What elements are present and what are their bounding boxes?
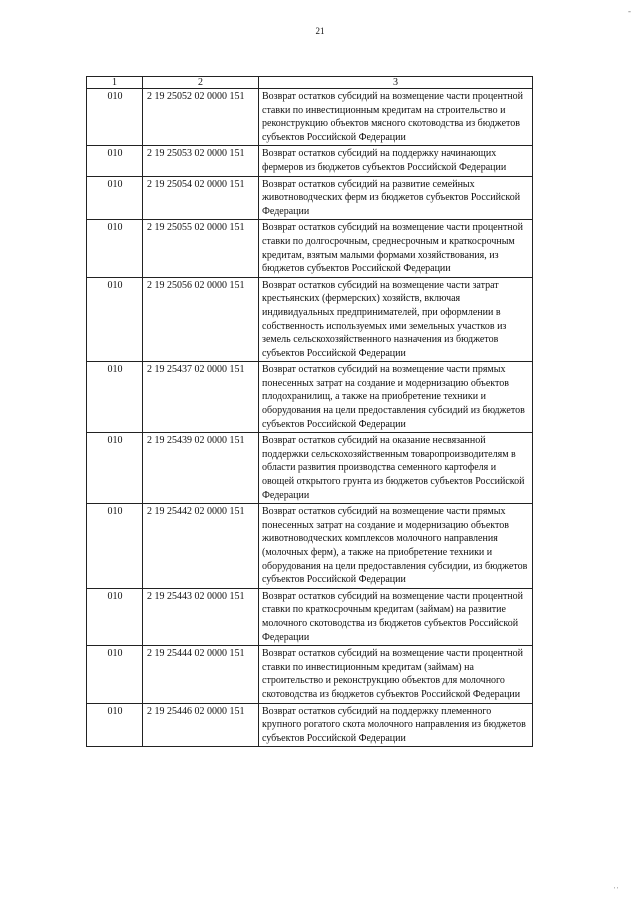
description-cell: Возврат остатков субсидий на возмещение части прямых понесенных затрат на создание и модернизацию объектов животноводческих комплексов молочного направления (молочных ферм), а также на приобретение техники и оборудования на цели предоставления субсидии, из бюджетов субъектов Российской Федерации (259, 504, 533, 589)
table-body (87, 89, 533, 747)
budget-code-cell: 2 19 25446 02 0000 151 (143, 703, 259, 747)
page-number: 21 (315, 26, 325, 36)
admin-code-cell: 010 (87, 362, 143, 433)
budget-code-cell: 2 19 25442 02 0000 151 (143, 504, 259, 589)
budget-code-cell: 2 19 25444 02 0000 151 (143, 646, 259, 703)
column-header-3: 3 (259, 77, 533, 89)
budget-code-cell: 2 19 25052 02 0000 151 (143, 89, 259, 146)
description-cell: Возврат остатков субсидий на развитие семейных животноводческих ферм из бюджетов субъектов Российской Федерации (259, 176, 533, 220)
table-row (87, 277, 533, 362)
description-cell: Возврат остатков субсидий на поддержку племенного крупного рогатого скота молочного направления из бюджетов субъектов Российской Федерации (259, 703, 533, 747)
admin-code-cell: 010 (87, 588, 143, 645)
description-cell: Возврат остатков субсидий на возмещение части процентной ставки по инвестиционным кредитам (займам) на строительство и реконструкцию объектов для молочного скотоводства из бюджетов субъектов Российской Федерации (259, 646, 533, 703)
table-header-row (87, 77, 533, 89)
admin-code-cell: 010 (87, 277, 143, 362)
description-cell: Возврат остатков субсидий на оказание несвязанной поддержки сельскохозяйственным товаропроизводителям в области развития производства семенного картофеля и овощей открытого грунта из бюджетов субъектов Российской Федерации (259, 433, 533, 504)
admin-code-cell: 010 (87, 146, 143, 176)
table-row (87, 504, 533, 589)
description-cell: Возврат остатков субсидий на возмещение части процентной ставки по инвестиционным кредитам на строительство и реконструкцию объектов мясного скотоводства из бюджетов субъектов Российской Федерации (259, 89, 533, 146)
footer-mark: ' ' (614, 886, 619, 894)
table-row (87, 646, 533, 703)
description-cell: Возврат остатков субсидий на возмещение части прямых понесенных затрат на создание и модернизацию объектов плодохранилищ, а также на приобретение техники и оборудования на цели предоставления субсидий из бюджетов субъектов Российской Федерации (259, 362, 533, 433)
table-row (87, 588, 533, 645)
admin-code-cell: 010 (87, 504, 143, 589)
budget-code-cell: 2 19 25054 02 0000 151 (143, 176, 259, 220)
table-row (87, 220, 533, 277)
admin-code-cell: 010 (87, 433, 143, 504)
admin-code-cell: 010 (87, 176, 143, 220)
column-header-2: 2 (143, 77, 259, 89)
budget-code-cell: 2 19 25443 02 0000 151 (143, 588, 259, 645)
table-row (87, 362, 533, 433)
description-cell: Возврат остатков субсидий на возмещение части процентной ставки по долгосрочным, среднесрочным и краткосрочным кредитам, взятым малыми формами хозяйствования, из бюджетов субъектов Российской Федерации (259, 220, 533, 277)
budget-code-cell: 2 19 25437 02 0000 151 (143, 362, 259, 433)
description-cell: Возврат остатков субсидий на возмещение части процентной ставки по краткосрочным кредитам (займам) на развитие молочного скотоводства из бюджетов субъектов Российской Федерации (259, 588, 533, 645)
admin-code-cell: 010 (87, 220, 143, 277)
table-row (87, 146, 533, 176)
admin-code-cell: 010 (87, 703, 143, 747)
description-cell: Возврат остатков субсидий на поддержку начинающих фермеров из бюджетов субъектов Российской Федерации (259, 146, 533, 176)
description-cell: Возврат остатков субсидий на возмещение части затрат крестьянских (фермерских) хозяйств, включая индивидуальных предпринимателей, при оформлении в собственность используемых ими земельных участков из земель сельскохозяйственного назначения из бюджетов субъектов Российской Федерации (259, 277, 533, 362)
corner-mark: - (628, 6, 631, 16)
budget-code-table (86, 76, 533, 747)
budget-code-cell: 2 19 25056 02 0000 151 (143, 277, 259, 362)
column-header-1: 1 (87, 77, 143, 89)
admin-code-cell: 010 (87, 89, 143, 146)
budget-code-cell: 2 19 25439 02 0000 151 (143, 433, 259, 504)
budget-code-cell: 2 19 25053 02 0000 151 (143, 146, 259, 176)
table-row (87, 433, 533, 504)
table-row (87, 89, 533, 146)
table-row (87, 703, 533, 747)
admin-code-cell: 010 (87, 646, 143, 703)
budget-code-cell: 2 19 25055 02 0000 151 (143, 220, 259, 277)
table-row (87, 176, 533, 220)
